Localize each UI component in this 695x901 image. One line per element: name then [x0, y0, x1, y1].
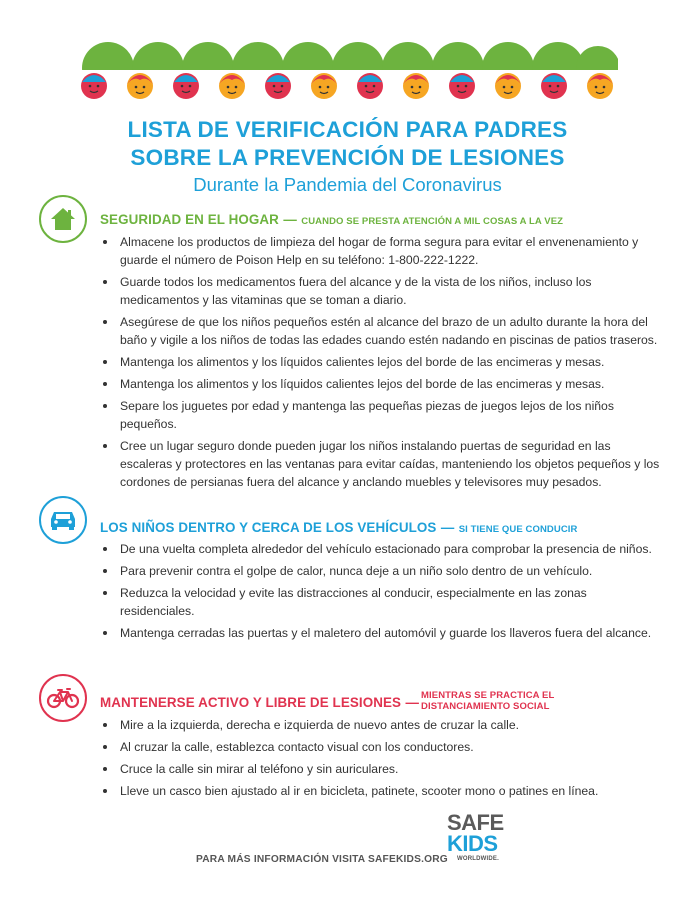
section-vehicles-dash: —	[440, 520, 455, 535]
car-icon	[39, 496, 87, 544]
section-vehicles-subtitle: SI TIENE QUE CONDUCIR	[458, 524, 578, 535]
list-item: Cree un lugar seguro donde pueden jugar los niños instalando puertas de seguridad en las escaleras y protectores en las ventanas para evitar caídas, manteniendo los objetos pequeños y los cordones de persianas fuera del alcance y anclando muebles y televisores muy pesados.	[100, 437, 660, 491]
list-item: Asegúrese de que los niños pequeños estén al alcance del brazo de un adulto durante la hora del baño y vigile a los niños de todas las edades cuando estén nadando en piscinas de patios traseros.	[100, 313, 660, 349]
children-faces-illustration	[78, 38, 618, 110]
logo-text-kids: KIDS	[447, 831, 498, 856]
list-item: Separe los juguetes por edad y mantenga las pequeñas piezas de juegos lejos de los niños pequeños.	[100, 397, 660, 433]
list-item: Lleve un casco bien ajustado al ir en bicicleta, patinete, scooter mono o patines en línea.	[100, 782, 660, 800]
section-home-list	[100, 233, 660, 495]
section-home-dash: —	[283, 212, 297, 227]
footer-info-text: PARA MÁS INFORMACIÓN VISITA SAFEKIDS.ORG	[196, 854, 448, 865]
list-item: Mantenga cerradas las puertas y el maletero del automóvil y guarde los llaveros fuera del alcance.	[100, 624, 660, 642]
header-banner-illustration	[78, 38, 618, 110]
list-item: Al cruzar la calle, establezca contacto visual con los conductores.	[100, 738, 660, 756]
list-item: Cruce la calle sin mirar al teléfono y sin auriculares.	[100, 760, 660, 778]
section-active-dash: —	[405, 695, 419, 710]
section-active-subtitle	[421, 690, 554, 712]
list-item: Mantenga los alimentos y los líquidos calientes lejos del borde de las encimeras y mesas.	[100, 353, 660, 371]
house-icon	[39, 195, 87, 243]
section-active-subtitle-line-1: MIENTRAS SE PRACTICA EL	[421, 690, 555, 701]
list-item: Reduzca la velocidad y evite las distracciones al conducir, especialmente en las zonas residenciales.	[100, 584, 660, 620]
section-active-subtitle-line-2: DISTANCIAMIENTO SOCIAL	[421, 701, 550, 712]
page-subtitle: Durante la Pandemia del Coronavirus	[193, 174, 502, 195]
page-title-line-2: SOBRE LA PREVENCIÓN DE LESIONES	[130, 145, 565, 170]
section-home-title: SEGURIDAD EN EL HOGAR	[100, 212, 279, 227]
list-item: Para prevenir contra el golpe de calor, nunca deje a un niño solo dentro de un vehículo.	[100, 562, 660, 580]
section-vehicles-header	[100, 519, 577, 537]
logo-text-worldwide: WORLDWIDE.	[457, 856, 499, 862]
bicycle-icon	[39, 674, 87, 722]
list-item: Almacene los productos de limpieza del hogar de forma segura para evitar el envenenamiento y guarde el número de Poison Help en su teléfono: 1-800-222-1222.	[100, 233, 660, 269]
section-vehicles-list	[100, 540, 660, 646]
section-home-subtitle: CUANDO SE PRESTA ATENCIÓN A MIL COSAS A LA VEZ	[301, 216, 564, 227]
list-item: Mire a la izquierda, derecha e izquierda de nuevo antes de cruzar la calle.	[100, 716, 660, 734]
section-active-header	[100, 694, 419, 712]
section-active-title: MANTENERSE ACTIVO Y LIBRE DE LESIONES	[100, 695, 402, 710]
page-title-line-1: LISTA DE VERIFICACIÓN PARA PADRES	[127, 117, 568, 142]
list-item: Guarde todos los medicamentos fuera del alcance y de la vista de los niños, incluso los medicamentos y las vitaminas que se toman a diario.	[100, 273, 660, 309]
list-item: Mantenga los alimentos y los líquidos calientes lejos del borde de las encimeras y mesas.	[100, 375, 660, 393]
section-vehicles-title: LOS NIÑOS DENTRO Y CERCA DE LOS VEHÍCULOS	[100, 520, 437, 535]
logo-text-safe: SAFE	[447, 810, 504, 835]
section-home-header	[100, 211, 563, 229]
section-active-list	[100, 716, 660, 804]
list-item: De una vuelta completa alrededor del vehículo estacionado para comprobar la presencia de niños.	[100, 540, 660, 558]
safe-kids-logo	[447, 812, 507, 872]
